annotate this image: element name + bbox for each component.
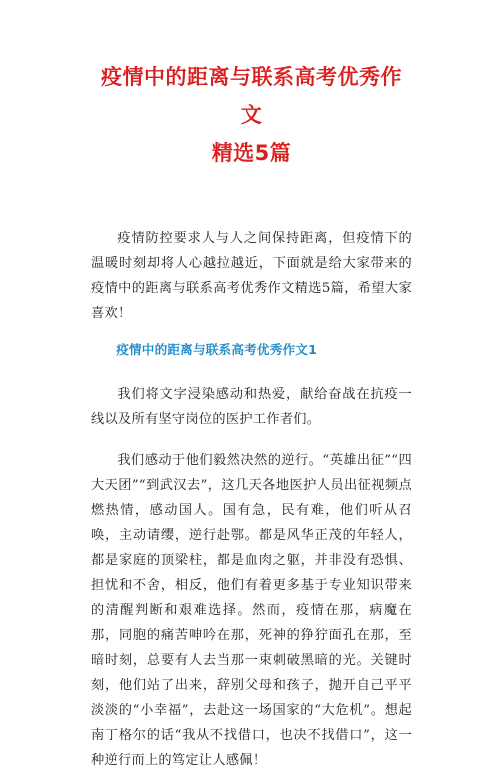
body-paragraph-1: 我们将文字浸染感动和热爱，献给奋战在抗疫一线以及所有坚守岗位的医护工作者们。 bbox=[91, 387, 412, 427]
section-heading: 疫情中的距离与联系高考优秀作文1 bbox=[116, 342, 318, 357]
intro-section bbox=[91, 226, 412, 326]
intro-paragraph: 疫情防控要求人与人之间保持距离，但疫情下的温暖时刻却将人心越拉越近，下面就是给大家带来的疫情中的距离与联系高考优秀作文精选5篇，希望大家喜欢！ bbox=[91, 231, 412, 321]
page-title-line-2: 精选5篇 bbox=[211, 141, 292, 165]
page-title bbox=[91, 58, 412, 172]
body-paragraph-2: 我们感动于他们毅然决然的逆行。“英雄出征”“四大天团”“到武汉去”，这几天各地医护人员出征视频点燃热情，感动国人。国有急，民有难，他们听从召唤，主动请缨，逆行赴鄂。都是风华正茂的年轻人，都是家庭的顶梁柱，都是血肉之躯，并非没有恐惧、担忧和不舍，相反，他们有着更多基于专业知识带来的清醒判断和艰难选择。然而，疫情在那，病魔在那，同胞的痛苦呻吟在那，死神的狰狞面孔在那，至暗时刻，总要有人去当那一束刺破黑暗的光。关键时刻，他们站了出来，辞别父母和孩子，抛开自己平平淡淡的“小幸福”，去赴这一场国家的“大危机”。想起南丁格尔的话“我从不找借口，也决不找借口”，这一种逆行而上的笃定让人感佩！ bbox=[91, 453, 412, 768]
page-title-line-1: 疫情中的距离与联系高考优秀作文 bbox=[101, 65, 402, 127]
